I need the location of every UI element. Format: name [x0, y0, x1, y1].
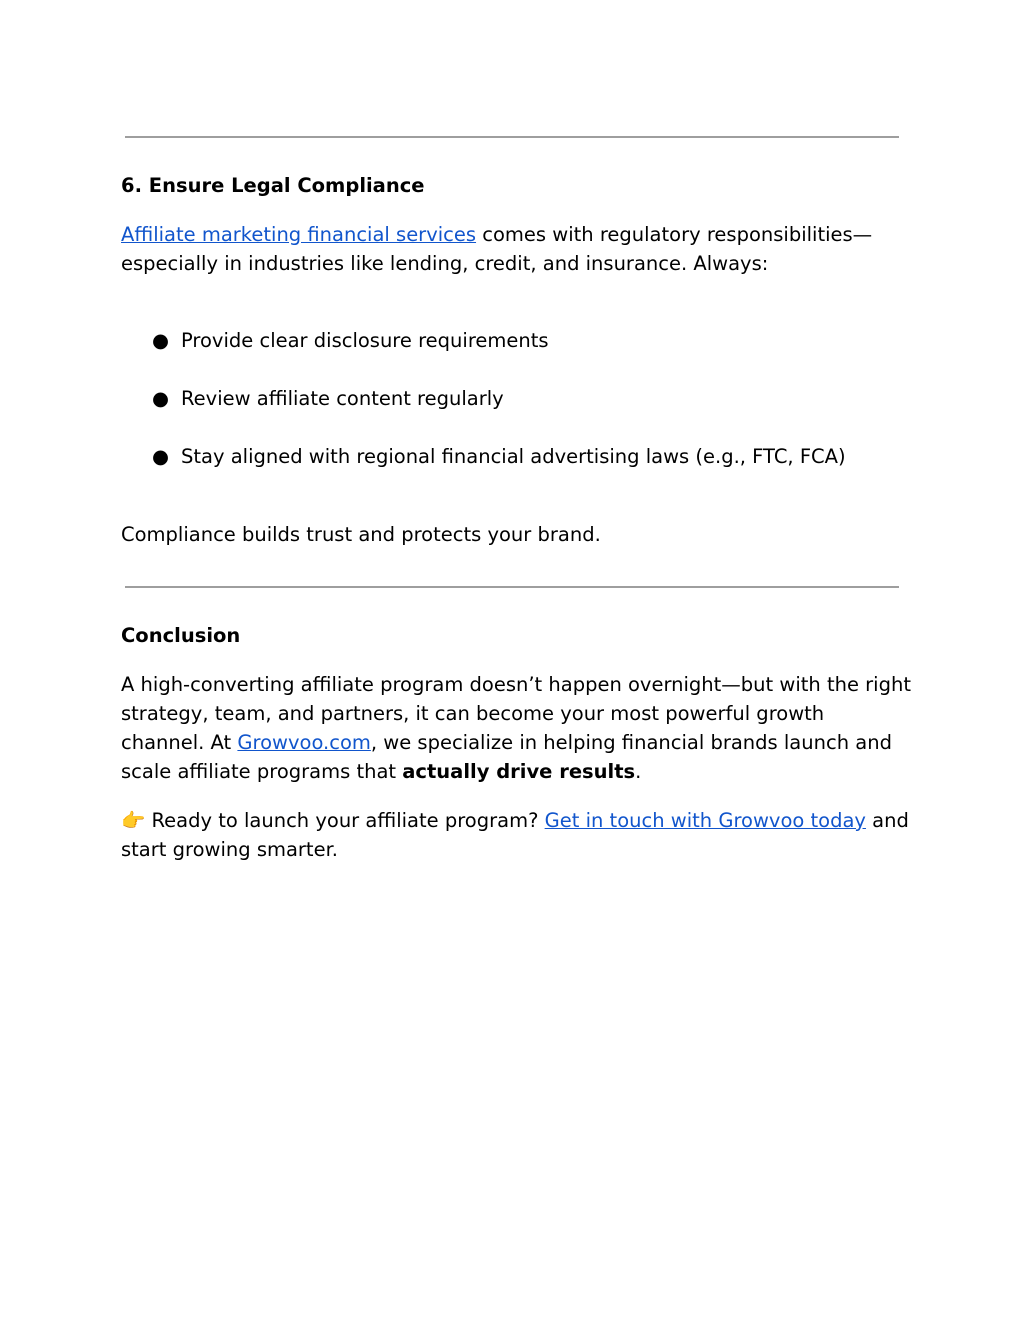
compliance-list: [121, 326, 911, 500]
horizontal-divider: [125, 136, 899, 138]
get-in-touch-link[interactable]: Get in touch with Growvoo today: [544, 809, 866, 832]
cta-text: Ready to launch your affiliate program?: [145, 809, 545, 832]
list-item-text: Stay aligned with regional financial advertising laws (e.g., FTC, FCA): [181, 445, 846, 468]
bullet-icon: ●: [152, 329, 170, 352]
intro-text: comes with regulatory responsibilities—especially in industries like lending, credit, and insurance. Always:: [121, 223, 873, 275]
cta-paragraph: [121, 806, 911, 864]
horizontal-divider: [125, 586, 899, 588]
conclusion-heading: Conclusion: [121, 624, 241, 647]
list-item-text: Provide clear disclosure requirements: [181, 329, 549, 352]
bullet-icon: ●: [152, 387, 170, 410]
list-item: [121, 326, 911, 384]
bullet-icon: ●: [152, 445, 170, 468]
period: .: [635, 760, 642, 783]
conclusion-text: A high-converting affiliate program doesn’t happen overnight—but with the right strategy, team, and partners, it can become your most powerful growth channel. At: [121, 673, 911, 754]
conclusion-text: , we specialize in helping financial brands launch and scale affiliate programs that: [121, 731, 892, 783]
section-heading: 6. Ensure Legal Compliance: [121, 174, 425, 197]
pointing-hand-icon: 👉: [121, 809, 146, 832]
list-item: [121, 384, 911, 442]
conclusion-paragraph: [121, 670, 911, 786]
list-item-text: Review affiliate content regularly: [181, 387, 504, 410]
affiliate-marketing-link[interactable]: Affiliate marketing financial services: [121, 223, 477, 246]
list-item: [121, 442, 911, 500]
growvoo-link[interactable]: Growvoo.com: [237, 731, 371, 754]
bold-emphasis: actually drive results: [402, 760, 636, 783]
compliance-closing: Compliance builds trust and protects your brand.: [121, 523, 601, 546]
cta-end-text: and start growing smarter.: [121, 809, 909, 861]
intro-paragraph: [121, 220, 911, 278]
